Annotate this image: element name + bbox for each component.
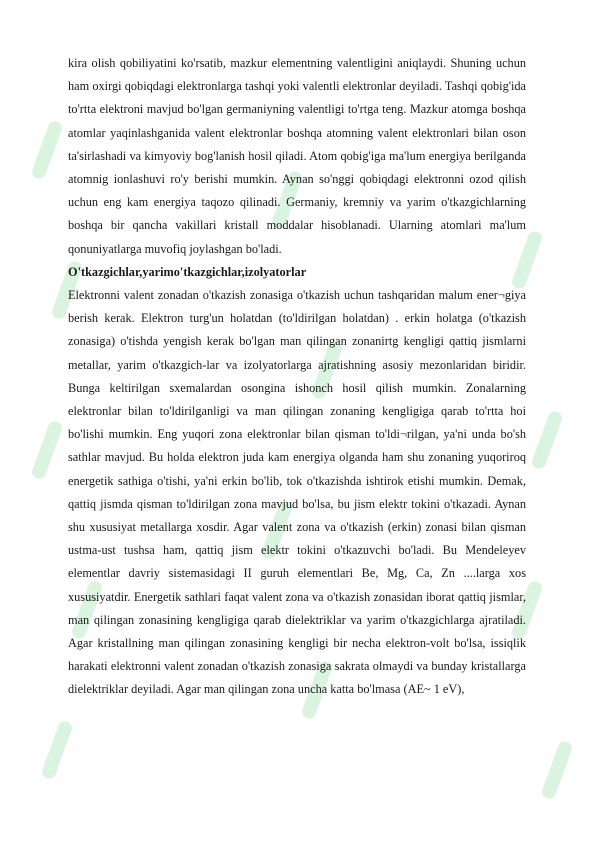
paragraph-2: Elektronni valent zonadan o'tkazish zonasiga o'tkazish uchun tashqaridan malum ener¬giya berish kerak. Elektron turg'un holatdan (to'ldirilgan holatdan) . erkin holatga (o'tkazish zonasiga) o'tishda yengish kerak bo'lgan man qilingan zonanirtg kengligi qattiq jismlarni metallar, yarim o'tkazgich-lar va izolyatorlarga ajratishning asosiy mezonlaridan biridir. Bunga keltirilgan sxemalardan osongina ishonch hosil qilish mumkin. Zonalarning elektronlar bilan to'ldirilganligi va man qilingan zonaning kengligiga qarab to'rtta hoi bo'lishi mumkin. Eng yuqori zona elektronlar bilan qisman to'ldi¬rilgan, ya'ni unda bo'sh sathlar mavjud. Bu holda elektron juda kam energiya olganda ham shu zonaning yuqoriroq energetik sathiga o'tishi, ya'ni erkin bo'lib, tok o'tkazishda ishtirok etishi mumkin. Demak, qattiq jismda qisman to'ldirilgan zona mavjud bo'lsa, bu jism elektr tokini o'tkazadi. Aynan shu xususiyat metallarga xosdir. Agar valent zona va o'tkazish (erkin) zonasi bilan qisman ustma-ust tushsa ham, qattiq jism elektr tokini o'tkazuvchi bo'ladi. Bu Mendeleyev elementlar davriy sistemasidagi II guruh elementlari Be, Mg, Ca, Zn ....larga xos xususiyatdir. Energetik sathlari faqat valent zona va o'tkazish zonasidan iborat qattiq jismlar, man qilingan zonasining kengligiga qarab dielektriklar va yarim o'tkazgichlarga ajratiladi. Agar kristallning man qilingan zonasining kengligi bir necha elektron-volt bo'lsa, issiqlik harakati elektronni valent zonadan o'tkazish zonasiga sakrata olmaydi va bunday kristallarga dielektriklar deyiladi. Agar man qilingan zona uncha katta bo'lmasa (AE~ 1 eV), — [68, 288, 526, 697]
section-heading: O'tkazgichlar,yarimo'tkazgichlar,izolyatorlar — [68, 264, 307, 279]
paragraph-1: kira olish qobiliyatini ko'rsatib, mazkur elementning valentligini aniqlaydi. Shuning uchun ham oxirgi qobiqdagi elektronlarga tashqi yoki valentli elektronlar deyiladi. Tashqi qobig'ida to'rtta elektroni mavjud bo'lgan germaniyning valentligi to'rtga teng. Mazkur atomga boshqa atomlar yaqinlashganida valent elektronlar boshqa atomning valent elektronlari bilan oson ta'sirlashadi va kimyoviy bog'lanish hosil qiladi. Atom qobig'iga ma'lum energiya berilganda atomnig ionlashuvi ro'y berishi mumkin. Aynan so'nggi qobiqdagi elektronni ozod qilish uchun eng kam energiya taqozo qilinadi. Germaniy, kremniy va yarim o'tkazgichlarning boshqa bir qancha vakillari kristall moddalar hisoblanadi. Ularning atomlari ma'lum qonuniyatlarga muvofiq joylashgan bo'ladi. — [68, 56, 526, 256]
document-page — [68, 52, 526, 702]
